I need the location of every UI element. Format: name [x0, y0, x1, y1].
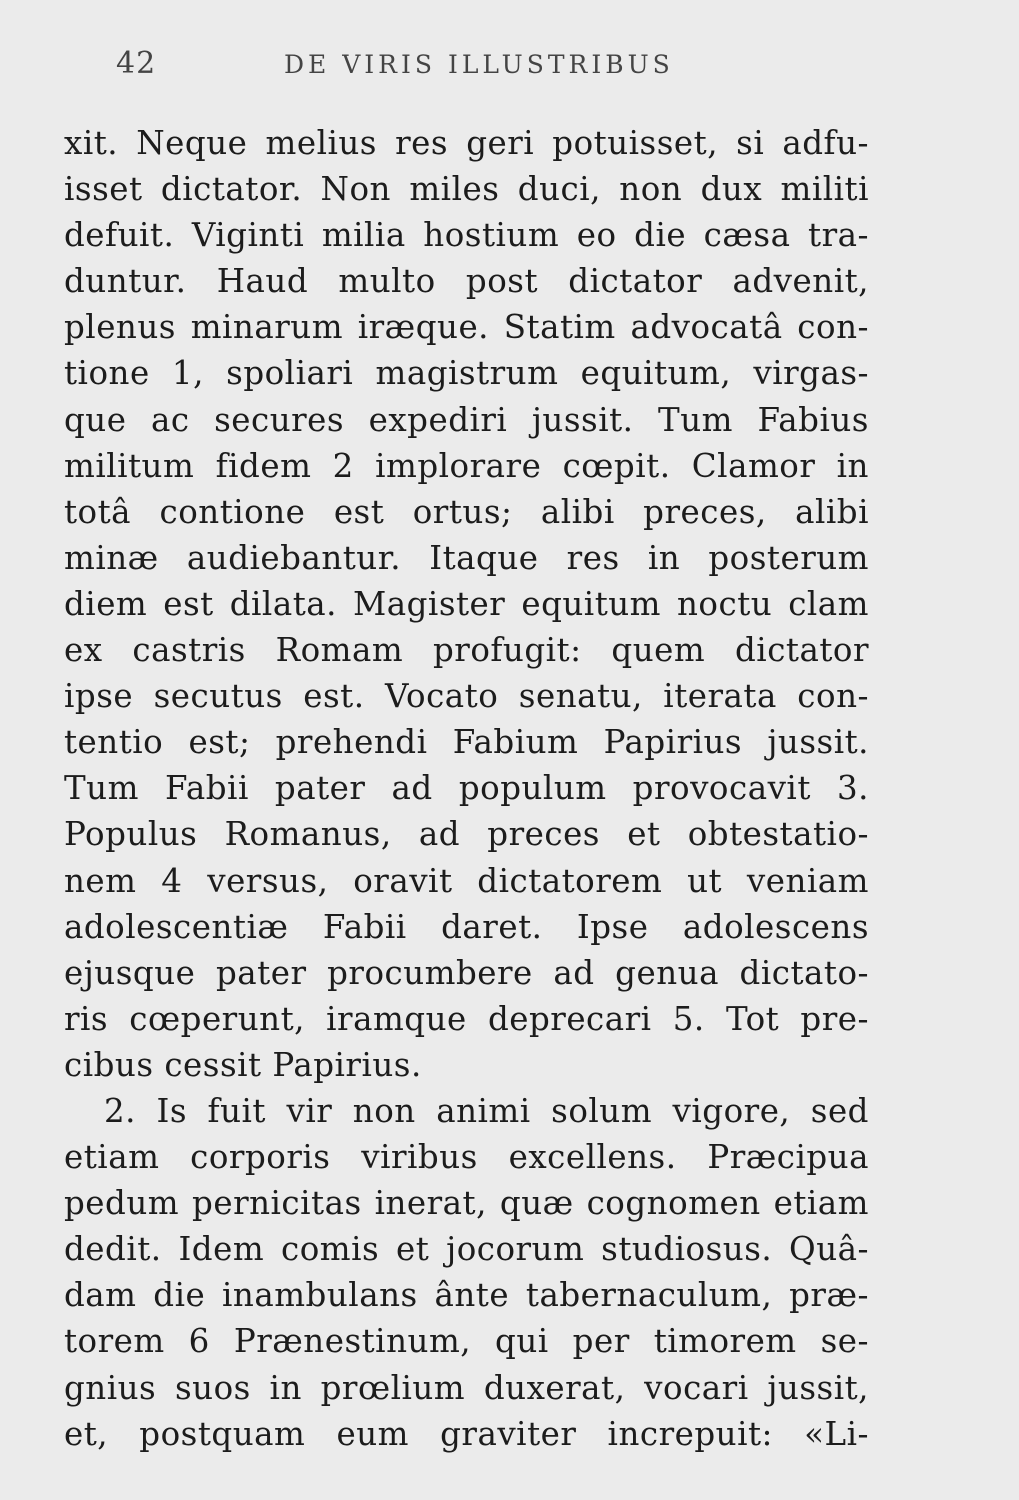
- text-line: pedum pernicitas inerat, quæ cognomen etiam: [64, 1184, 869, 1223]
- text-line: torem 6 Prænestinum, qui per timorem se-: [64, 1322, 869, 1361]
- text-line: que ac secures expediri jussit. Tum Fabius: [64, 400, 869, 439]
- text-line: militum fidem 2 implorare cœpit. Clamor in: [64, 446, 869, 485]
- text-line: nem 4 versus, oravit dictatorem ut veniam: [64, 861, 869, 900]
- text-line: plenus minarum iræque. Statim advocatâ con-: [64, 308, 869, 347]
- text-line: Tum Fabii pater ad populum provocavit 3.: [64, 769, 869, 808]
- text-line: et, postquam eum graviter increpuit: «Li-: [64, 1414, 869, 1453]
- text-line: etiam corporis viribus excellens. Præcipua: [64, 1138, 869, 1177]
- text-line: diem est dilata. Magister equitum noctu clam: [64, 584, 869, 623]
- text-line: ex castris Romam profugit: quem dictator: [64, 631, 869, 670]
- text-line: ris cœperunt, iramque deprecari 5. Tot pre-: [64, 999, 869, 1038]
- text-line: gnius suos in prœlium duxerat, vocari jussit,: [64, 1368, 869, 1407]
- paragraph-end-line: cibus cessit Papirius.: [64, 1045, 422, 1084]
- text-line: totâ contione est ortus; alibi preces, alibi: [64, 492, 869, 531]
- text-line: xit. Neque melius res geri potuisset, si adfu-: [64, 124, 869, 162]
- text-line: defuit. Viginti milia hostium eo die cæsa tra-: [64, 216, 869, 255]
- paragraph-start-line: 2. Is fuit vir non animi solum vigore, sed: [104, 1091, 869, 1130]
- text-line: dedit. Idem comis et jocorum studiosus. Quâ-: [64, 1230, 869, 1269]
- text-line: isset dictator. Non miles duci, non dux militi: [64, 170, 869, 209]
- running-title: DE VIRIS ILLUSTRIBUS: [284, 50, 674, 79]
- text-line: dam die inambulans ânte tabernaculum, præ-: [64, 1276, 869, 1315]
- text-line: tentio est; prehendi Fabium Papirius jussit.: [64, 723, 869, 762]
- text-line: duntur. Haud multo post dictator advenit,: [64, 262, 869, 301]
- text-line: Populus Romanus, ad preces et obtestatio-: [64, 815, 869, 854]
- text-line: ipse secutus est. Vocato senatu, iterata con-: [64, 677, 869, 716]
- body-text: [64, 120, 869, 1457]
- text-line: tione 1, spoliari magistrum equitum, virgas-: [64, 354, 869, 393]
- text-line: minæ audiebantur. Itaque res in posterum: [64, 538, 869, 577]
- running-head: [64, 46, 869, 96]
- page-number: 42: [116, 46, 157, 81]
- text-line: ejusque pater procumbere ad genua dictato-: [64, 953, 869, 992]
- text-line: adolescentiæ Fabii daret. Ipse adolescens: [64, 907, 869, 946]
